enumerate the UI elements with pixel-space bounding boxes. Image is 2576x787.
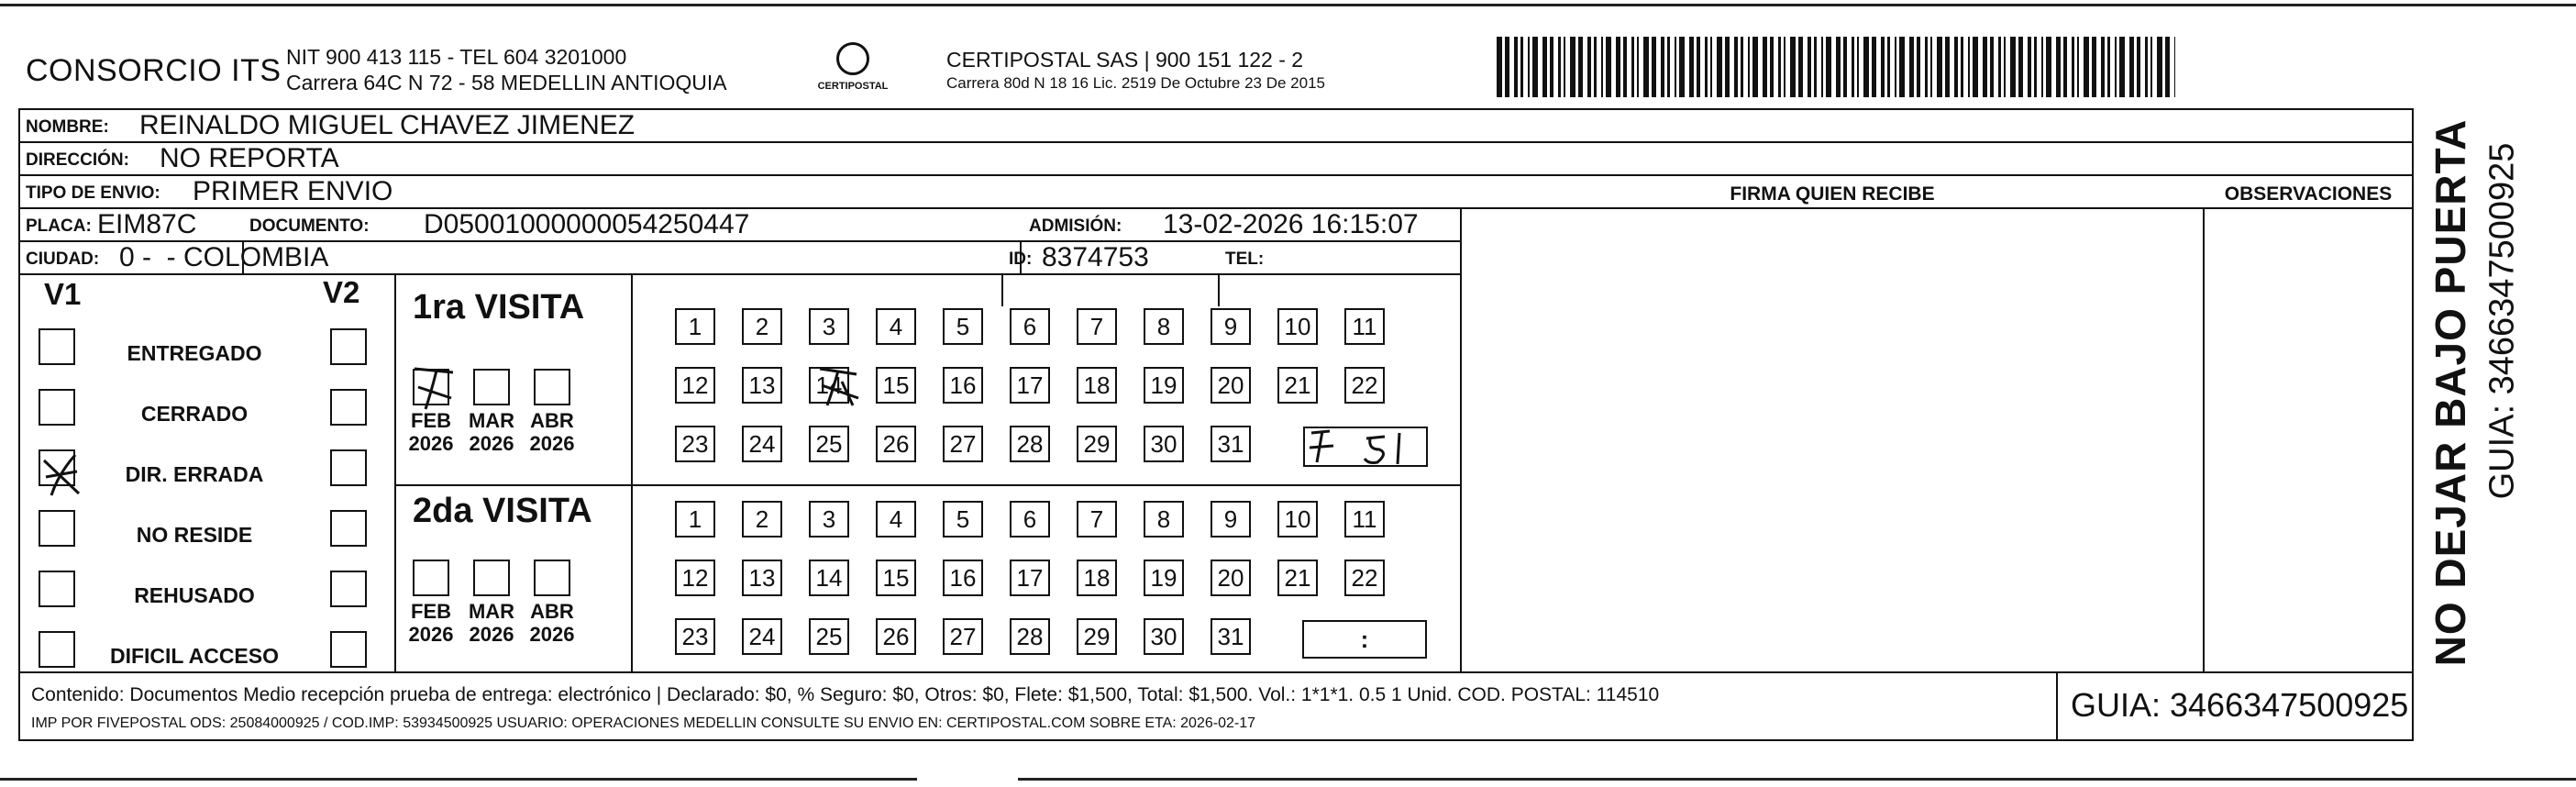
shipping-form	[18, 108, 2414, 741]
day-box[interactable]: 17	[1010, 367, 1050, 404]
v2-checkbox[interactable]	[330, 510, 367, 547]
day-box[interactable]: 27	[943, 426, 983, 462]
month-year: 2026	[469, 623, 514, 646]
barcode-bar	[1808, 37, 1811, 97]
v2-checkbox[interactable]	[330, 328, 367, 365]
barcode-bar	[2107, 37, 2110, 97]
month-checkbox[interactable]	[413, 560, 449, 596]
day-box[interactable]: 31	[1211, 618, 1251, 655]
barcode-bar	[1909, 37, 1914, 97]
visit-divider	[394, 484, 1460, 486]
day-box[interactable]: 12	[675, 560, 715, 596]
day-box[interactable]: 2	[742, 308, 782, 345]
barcode-bar	[1763, 37, 1767, 97]
day-box[interactable]: 21	[1277, 560, 1318, 596]
side-warning-text: NO DEJAR BAJO PUERTA	[2427, 118, 2474, 667]
month-label	[402, 409, 460, 455]
barcode-bar	[1661, 37, 1664, 97]
barcode-bar	[1601, 37, 1603, 97]
barcode-bar	[2145, 37, 2148, 97]
barcode-bar	[2115, 37, 2117, 97]
barcode-bar	[1843, 37, 1847, 97]
day-box[interactable]: 7	[1077, 501, 1117, 538]
day-box[interactable]: 25	[809, 426, 849, 462]
placa-value: EIM87C	[97, 209, 197, 239]
barcode-bar	[1872, 37, 1876, 97]
barcode-bar	[1717, 37, 1722, 97]
nombre-label: NOMBRE:	[26, 117, 109, 137]
barcode-bar	[1667, 37, 1670, 97]
day-box[interactable]: 18	[1077, 560, 1117, 596]
barcode-bar	[1821, 37, 1823, 97]
day-box[interactable]: 22	[1344, 560, 1385, 596]
day-box[interactable]: 25	[809, 618, 849, 655]
barcode-bar	[2010, 37, 2016, 97]
day-box[interactable]: 14	[809, 560, 849, 596]
day-box[interactable]: 30	[1144, 618, 1184, 655]
v2-checkbox[interactable]	[330, 571, 367, 607]
barcode-bar	[2129, 37, 2134, 97]
month-year: 2026	[529, 432, 575, 455]
side-warning	[2423, 118, 2478, 667]
tipo-envio-label: TIPO DE ENVIO:	[26, 183, 160, 203]
footer-print-line: IMP POR FIVEPOSTAL ODS: 25084000925 / COD.IMP: 53934500925 USUARIO: OPERACIONES MEDELLIN CONSULTE SU ENVIO EN: CERTIPOSTAL.COM SOBRE ETA: 2026-02-17	[31, 715, 1255, 731]
barcode-bar	[1528, 37, 1530, 97]
barcode-bar	[2084, 37, 2089, 97]
month-label	[523, 600, 581, 646]
firma-header: FIRMA QUIEN RECIBE	[1730, 183, 1935, 205]
day-box[interactable]: 17	[1010, 560, 1050, 596]
day-box[interactable]: 16	[943, 367, 983, 404]
id-label: ID:	[1009, 249, 1033, 269]
status-label: NO RESIDE	[136, 523, 253, 547]
barcode-bar	[1542, 37, 1547, 97]
visit-month-divider	[631, 273, 633, 671]
status-label: CERRADO	[140, 402, 249, 426]
barcode-bar	[1689, 37, 1694, 97]
barcode-bar	[2056, 37, 2061, 97]
barcode-bar	[1520, 37, 1523, 97]
side-guia-text: GUIA: 3466347500925	[2482, 142, 2522, 500]
month-name: FEB	[411, 409, 451, 432]
month-year: 2026	[408, 432, 454, 455]
barcode-bar	[1752, 37, 1758, 97]
handwritten-time-first-visit	[1302, 422, 1431, 471]
barcode-bar	[1705, 37, 1708, 97]
v1-checkbox[interactable]	[39, 631, 75, 668]
barcode-bar	[1857, 37, 1859, 97]
company-info	[286, 44, 727, 95]
barcode-bar	[2072, 37, 2074, 97]
v1-checkbox[interactable]	[39, 328, 75, 365]
barcode-bar	[1587, 37, 1591, 97]
barcode-bar	[1784, 37, 1786, 97]
nombre-value: REINALDO MIGUEL CHAVEZ JIMENEZ	[139, 110, 636, 140]
barcode-bar	[2174, 37, 2175, 97]
barcode-bar	[1570, 37, 1575, 97]
day-box[interactable]: 26	[876, 426, 916, 462]
day-box[interactable]: 2	[742, 501, 782, 538]
day-box[interactable]: 4	[876, 308, 916, 345]
status-label: REHUSADO	[134, 583, 255, 607]
day-box[interactable]: 23	[675, 618, 715, 655]
barcode-bar	[1930, 37, 1932, 97]
day-box[interactable]: 6	[1010, 308, 1050, 345]
barcode-bar	[1998, 37, 2001, 97]
barcode-bar	[2018, 37, 2023, 97]
day-box[interactable]: 3	[809, 308, 849, 345]
barcode-bar	[1514, 37, 1518, 97]
v1-checkbox[interactable]	[39, 571, 75, 607]
day-box[interactable]: 1	[675, 501, 715, 538]
barcode-bar	[2004, 37, 2006, 97]
bottom-border-line	[0, 778, 917, 781]
top-border-line	[0, 4, 2576, 6]
month-name: MAR	[468, 600, 515, 623]
barcode-bar	[1778, 37, 1781, 97]
barcode-bar	[1606, 37, 1611, 97]
admision-label: ADMISIÓN:	[1029, 216, 1122, 236]
barcode-bar	[1734, 37, 1738, 97]
barcode-bar	[2165, 37, 2170, 97]
day-box[interactable]: 11	[1344, 501, 1385, 538]
v2-header: V2	[323, 275, 360, 309]
day-box[interactable]: 7	[1077, 308, 1117, 345]
barcode-bar	[1652, 37, 1656, 97]
day-box[interactable]: 15	[876, 367, 916, 404]
barcode-bar	[1770, 37, 1774, 97]
month-label	[402, 600, 460, 646]
month-checkbox[interactable]	[534, 560, 570, 596]
direccion-value: NO REPORTA	[160, 143, 339, 173]
address-line: Carrera 64C N 72 - 58 MEDELLIN ANTIOQUIA	[286, 71, 727, 94]
barcode-bar	[2137, 37, 2140, 97]
day-box[interactable]: 31	[1211, 426, 1251, 462]
cell-divider	[1001, 273, 1003, 306]
day-box[interactable]: 4	[876, 501, 916, 538]
barcode-bar	[1836, 37, 1841, 97]
barcode-bar	[2101, 37, 2105, 97]
company-name: CONSORCIO ITS	[26, 53, 282, 88]
barcode-bar	[1990, 37, 1994, 97]
day-box[interactable]: 8	[1144, 308, 1184, 345]
barcode-bar	[1983, 37, 1987, 97]
barcode-bar	[1881, 37, 1885, 97]
day-box[interactable]: 10	[1277, 501, 1318, 538]
day-box[interactable]: 3	[809, 501, 849, 538]
status-label: DIFICIL ACCESO	[109, 644, 279, 668]
barcode-bar	[1973, 37, 1978, 97]
footer-divider-v	[2056, 671, 2058, 741]
barcode-bar	[1623, 37, 1627, 97]
barcode-bar	[2150, 37, 2152, 97]
barcode-bar	[1532, 37, 1538, 97]
barcode-bar	[2092, 37, 2096, 97]
barcode-bar	[1643, 37, 1649, 97]
direccion-label: DIRECCIÓN:	[26, 150, 129, 170]
barcode-bar	[1616, 37, 1620, 97]
barcode-bar	[1925, 37, 1928, 97]
day-box[interactable]: 10	[1277, 308, 1318, 345]
barcode-bar	[2028, 37, 2031, 97]
month-checkbox[interactable]	[413, 369, 449, 405]
barcode-bar	[1887, 37, 1890, 97]
month-name: ABR	[530, 600, 574, 623]
footer-guia: GUIA: 3466347500925	[2071, 686, 2409, 724]
barcode-bar	[1578, 37, 1583, 97]
status-label: ENTREGADO	[127, 341, 262, 365]
barcode-bar	[1937, 37, 1942, 97]
barcode-bar	[1954, 37, 1958, 97]
barcode-bar	[1697, 37, 1700, 97]
certipostal-sub: Carrera 80d N 18 16 Lic. 2519 De Octubre 23 De 2015	[946, 74, 1325, 92]
day-box[interactable]: 12	[675, 367, 715, 404]
barcode-bar	[1631, 37, 1634, 97]
certipostal-info	[946, 48, 1325, 95]
nit-line: NIT 900 413 115 - TEL 604 3201000	[286, 45, 627, 69]
side-guia	[2480, 138, 2526, 504]
day-box[interactable]: 28	[1010, 426, 1050, 462]
barcode-bar	[1826, 37, 1831, 97]
row-divider	[20, 273, 1460, 275]
barcode-bar	[1790, 37, 1796, 97]
month-name: ABR	[530, 409, 574, 432]
id-value: 8374753	[1042, 242, 1149, 272]
day-box[interactable]: 8	[1144, 501, 1184, 538]
barcode-bar	[1814, 37, 1817, 97]
first-visit-title: 1ra VISITA	[413, 288, 585, 327]
day-box[interactable]: 15	[876, 560, 916, 596]
day-box[interactable]: 28	[1010, 618, 1050, 655]
barcode-bar	[1895, 37, 1896, 97]
barcode-bar	[1917, 37, 1920, 97]
day-box[interactable]: 20	[1211, 560, 1251, 596]
day-box[interactable]: 9	[1211, 501, 1251, 538]
second-visit-title: 2da VISITA	[413, 492, 592, 530]
ciudad-value: 0 - - COLOMBIA	[119, 242, 329, 272]
month-year: 2026	[529, 623, 575, 646]
day-box[interactable]: 5	[943, 501, 983, 538]
barcode-bar	[1852, 37, 1854, 97]
tipo-envio-value: PRIMER ENVIO	[193, 176, 393, 206]
barcode-bar	[2119, 37, 2125, 97]
month-year: 2026	[408, 623, 454, 646]
day-box[interactable]: 24	[742, 618, 782, 655]
barcode-bar	[1899, 37, 1905, 97]
v2-checkbox[interactable]	[330, 389, 367, 426]
barcode-bar	[1637, 37, 1639, 97]
month-label	[462, 600, 521, 646]
status-label: DIR. ERRADA	[125, 462, 264, 486]
month-name: MAR	[468, 409, 515, 432]
month-checkbox[interactable]	[473, 560, 510, 596]
day-box[interactable]: 9	[1211, 308, 1251, 345]
barcode-bar	[2077, 37, 2079, 97]
barcode-bar	[1550, 37, 1553, 97]
barcode-bar	[1497, 37, 1502, 97]
ciudad-label: CIUDAD:	[26, 249, 100, 269]
certipostal-line: CERTIPOSTAL SAS | 900 151 122 - 2	[946, 48, 1304, 72]
barcode-bar	[1679, 37, 1685, 97]
barcode-bar	[2157, 37, 2162, 97]
barcode-bar	[1564, 37, 1565, 97]
logo-text: CERTIPOSTAL	[817, 81, 889, 92]
column-divider	[1460, 207, 1462, 671]
v1-checkbox[interactable]	[39, 449, 75, 486]
placa-label: PLACA:	[26, 216, 92, 236]
month-label	[462, 409, 521, 455]
column-divider	[2203, 207, 2205, 671]
month-name: FEB	[411, 600, 451, 623]
observaciones-header: OBSERVACIONES	[2224, 183, 2393, 205]
day-box[interactable]: 26	[876, 618, 916, 655]
cell-divider	[1218, 273, 1220, 306]
tel-label: TEL:	[1225, 249, 1265, 269]
day-box[interactable]: 18	[1077, 367, 1117, 404]
footer-divider	[20, 671, 2412, 673]
certipostal-logo	[816, 39, 890, 103]
day-box[interactable]: 19	[1144, 560, 1184, 596]
documento-label: DOCUMENTO:	[249, 216, 370, 236]
day-box[interactable]: 13	[742, 367, 782, 404]
day-box[interactable]: 22	[1344, 367, 1385, 404]
barcode-bar	[1961, 37, 1963, 97]
barcode-bar	[1748, 37, 1750, 97]
day-box[interactable]: 21	[1277, 367, 1318, 404]
bottom-border-line	[1018, 778, 2576, 781]
day-box[interactable]: 27	[943, 618, 983, 655]
month-year: 2026	[469, 432, 514, 455]
barcode-bar	[1558, 37, 1561, 97]
day-box[interactable]: 29	[1077, 426, 1117, 462]
barcode-bar	[1594, 37, 1597, 97]
barcode-bar	[2041, 37, 2043, 97]
v1-checkbox[interactable]	[39, 389, 75, 426]
logo-circle-icon	[836, 42, 869, 75]
day-box[interactable]: 1	[675, 308, 715, 345]
day-box[interactable]: 30	[1144, 426, 1184, 462]
v1-checkbox[interactable]	[39, 510, 75, 547]
barcode-bar	[2034, 37, 2037, 97]
barcode-bar	[1863, 37, 1869, 97]
day-box[interactable]: 20	[1211, 367, 1251, 404]
day-box[interactable]: 23	[675, 426, 715, 462]
row-divider	[20, 141, 2412, 143]
barcode-bar	[2046, 37, 2051, 97]
v2-checkbox[interactable]	[330, 449, 367, 486]
day-box[interactable]: 14	[809, 367, 849, 404]
day-box[interactable]: 6	[1010, 501, 1050, 538]
day-box[interactable]: 24	[742, 426, 782, 462]
day-box[interactable]: 19	[1144, 367, 1184, 404]
month-checkbox[interactable]	[473, 369, 510, 405]
admision-value: 13-02-2026 16:15:07	[1163, 209, 1419, 239]
barcode-bar	[1710, 37, 1712, 97]
barcode-bar	[2063, 37, 2067, 97]
barcode-bar	[1725, 37, 1730, 97]
barcode	[1497, 37, 2175, 97]
month-checkbox[interactable]	[534, 369, 570, 405]
day-box[interactable]: 5	[943, 308, 983, 345]
month-label	[523, 409, 581, 455]
second-visit-time-box[interactable]: :	[1302, 620, 1427, 659]
barcode-bar	[1945, 37, 1950, 97]
day-box[interactable]: 13	[742, 560, 782, 596]
documento-value: D05001000000054250447	[424, 209, 750, 239]
v1-header: V1	[44, 277, 82, 311]
day-box[interactable]: 16	[943, 560, 983, 596]
day-box[interactable]: 29	[1077, 618, 1117, 655]
visit-left-divider	[394, 273, 396, 671]
barcode-bar	[1798, 37, 1803, 97]
v2-checkbox[interactable]	[330, 631, 367, 668]
day-box[interactable]: 11	[1344, 308, 1385, 345]
barcode-bar	[1675, 37, 1676, 97]
barcode-bar	[1741, 37, 1743, 97]
barcode-bar	[1505, 37, 1509, 97]
barcode-bar	[1968, 37, 1970, 97]
footer-content-line: Contenido: Documentos Medio recepción prueba de entrega: electrónico | Declarado: $0, % Seguro: $0, Otros: $0, Flete: $1,500, Total: $1,500. Vol.: 1*1*1. 0.5 1 Unid. COD. POSTAL: 114510	[31, 684, 1660, 705]
